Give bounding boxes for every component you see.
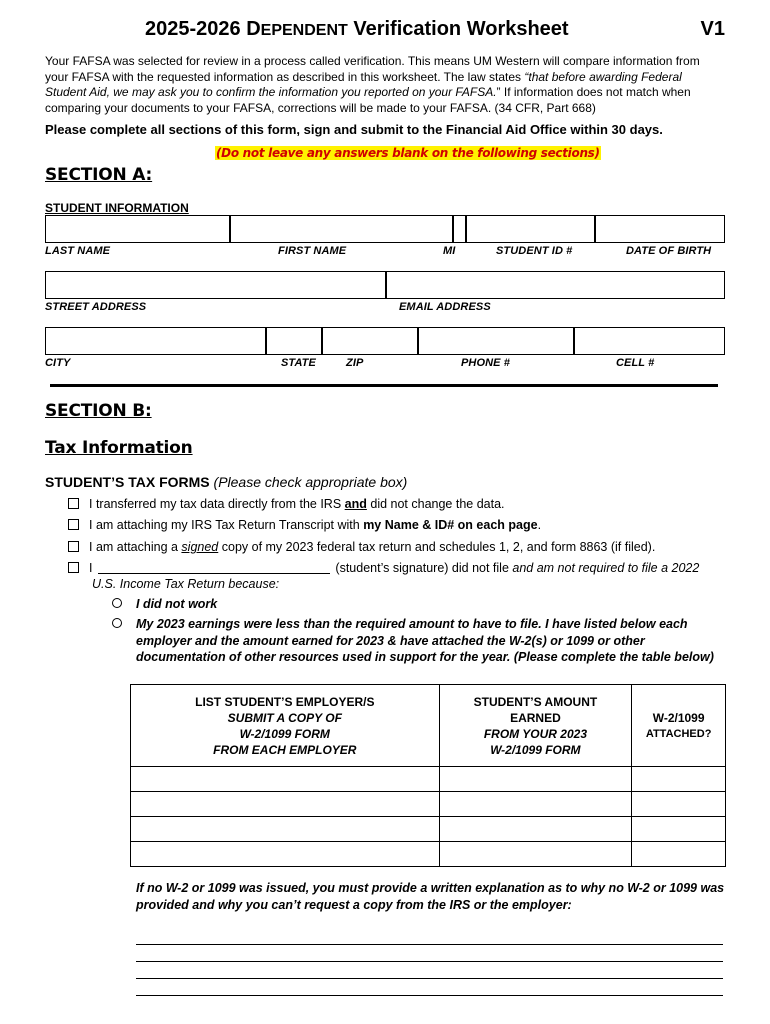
city-field[interactable] <box>45 327 266 355</box>
city-label: CITY <box>45 357 71 369</box>
student-info-row-1 <box>45 215 725 243</box>
option-signed-tax-return: I am attaching a signed copy of my 2023 federal tax return and schedules 1, 2, and form 8863 (if filed). <box>68 540 655 554</box>
employer-cell[interactable] <box>131 817 440 842</box>
section-b-heading: SECTION B: <box>45 401 152 421</box>
last-name-label: LAST NAME <box>45 245 111 257</box>
no-w2-explanation-prompt: If no W-2 or 1099 was issued, you must provide a written explanation as to why no W-2 or 1099 was provided and why you can’t request a copy from the IRS or the employer: <box>136 881 725 912</box>
tax-forms-heading: STUDENT’S TAX FORMS (Please check appropriate box) <box>45 474 408 490</box>
intro-text-2: ” If information does not match when comparing your documents to your FAFSA, corrections will be made to your FAFSA. (34 CFR, Part 668) <box>45 85 691 115</box>
student-id-field[interactable] <box>466 215 595 243</box>
earnings-below-text: My 2023 earnings were less than the required amount to have to file. I have listed below each employer and the amount earned for 2023 & have attached the W-2(s) or 1099 or other documentation of other resources used in support for the year. (Please complete the table below) <box>136 617 714 665</box>
employer-cell[interactable] <box>131 842 440 867</box>
mi-label: MI <box>443 245 456 257</box>
section-divider <box>50 384 718 387</box>
tax-information-heading: Tax Information <box>45 438 193 458</box>
email-address-label: EMAIL ADDRESS <box>399 301 491 313</box>
street-address-label: STREET ADDRESS <box>45 301 147 313</box>
table-row <box>131 767 726 792</box>
highlight-note: (Do not leave any answers blank on the following sections) <box>216 146 600 160</box>
last-name-field[interactable] <box>45 215 230 243</box>
state-field[interactable] <box>266 327 322 355</box>
did-not-file-continuation: U.S. Income Tax Return because: <box>92 577 280 591</box>
student-information-heading: STUDENT INFORMATION <box>45 201 189 215</box>
attached-column-header: W-2/1099 ATTACHED? <box>632 685 726 767</box>
page-title <box>145 18 569 41</box>
zip-field[interactable] <box>322 327 418 355</box>
student-info-row-3 <box>45 327 725 355</box>
amount-cell[interactable] <box>439 767 632 792</box>
amount-cell[interactable] <box>439 792 632 817</box>
table-row <box>131 817 726 842</box>
phone-field[interactable] <box>418 327 574 355</box>
title-suffix: Verification Worksheet <box>347 18 569 40</box>
explanation-line[interactable] <box>136 944 723 945</box>
option-did-not-file: I (student’s signature) did not file and am not required to file a 2022 <box>68 561 699 575</box>
radio-circle-icon[interactable] <box>112 618 122 628</box>
radio-did-not-work[interactable]: I did not work <box>112 597 217 611</box>
version-label: V1 <box>700 18 725 40</box>
intro-quote: “that before awarding Federal Student Aid, we may ask you to confirm the information you reported on your FAFSA. <box>45 69 682 100</box>
student-signature-line[interactable] <box>98 573 330 574</box>
explanation-line[interactable] <box>136 961 723 962</box>
amount-column-header: STUDENT’S AMOUNT EARNED FROM YOUR 2023 W-2/1099 FORM <box>439 685 632 767</box>
amount-cell[interactable] <box>439 817 632 842</box>
cell-field[interactable] <box>574 327 725 355</box>
title-smallcaps: EPENDENT <box>260 22 348 39</box>
intro-text-1: Your FAFSA was selected for review in a process called verification. This means UM Western will compare information from your FAFSA with the requested information as described in this worksheet. The law states <box>45 54 700 84</box>
attached-cell[interactable] <box>632 767 726 792</box>
option-irs-transfer: I transferred my tax data directly from the IRS and did not change the data. <box>68 497 505 511</box>
first-name-field[interactable] <box>230 215 453 243</box>
date-of-birth-field[interactable] <box>595 215 725 243</box>
explanation-line[interactable] <box>136 978 723 979</box>
title-prefix: 2025-2026 D <box>145 18 261 40</box>
attached-cell[interactable] <box>632 817 726 842</box>
date-of-birth-label: DATE OF BIRTH <box>626 245 712 257</box>
attached-cell[interactable] <box>632 842 726 867</box>
amount-cell[interactable] <box>439 842 632 867</box>
mi-field[interactable] <box>453 215 466 243</box>
title-row <box>45 18 725 48</box>
employer-column-header: LIST STUDENT’S EMPLOYER/S SUBMIT A COPY OF W-2/1099 FORM FROM EACH EMPLOYER <box>131 685 440 767</box>
email-address-field[interactable] <box>386 271 725 299</box>
first-name-label: FIRST NAME <box>278 245 347 257</box>
student-info-row-2 <box>45 271 725 299</box>
phone-label: PHONE # <box>461 357 510 369</box>
intro-paragraph <box>45 54 725 116</box>
cell-label: CELL # <box>616 357 655 369</box>
employer-cell[interactable] <box>131 767 440 792</box>
checkbox-irs-transcript[interactable] <box>68 519 79 530</box>
employer-table-header <box>131 685 726 767</box>
employer-cell[interactable] <box>131 792 440 817</box>
option-irs-transcript: I am attaching my IRS Tax Return Transcript with my Name & ID# on each page. <box>68 518 541 532</box>
section-a-heading: SECTION A: <box>45 165 153 185</box>
zip-label: ZIP <box>346 357 364 369</box>
submission-instruction: Please complete all sections of this form, sign and submit to the Financial Aid Office within 30 days. <box>45 122 663 137</box>
employer-table <box>130 684 726 867</box>
checkbox-did-not-file[interactable] <box>68 562 79 573</box>
state-label: STATE <box>281 357 316 369</box>
street-address-field[interactable] <box>45 271 386 299</box>
radio-earnings-below[interactable] <box>112 617 136 631</box>
attached-cell[interactable] <box>632 792 726 817</box>
table-row <box>131 792 726 817</box>
checkbox-signed-tax-return[interactable] <box>68 541 79 552</box>
radio-circle-icon[interactable] <box>112 598 122 608</box>
checkbox-irs-transfer[interactable] <box>68 498 79 509</box>
student-id-label: STUDENT ID # <box>496 245 573 257</box>
table-row <box>131 842 726 867</box>
explanation-line[interactable] <box>136 995 723 996</box>
